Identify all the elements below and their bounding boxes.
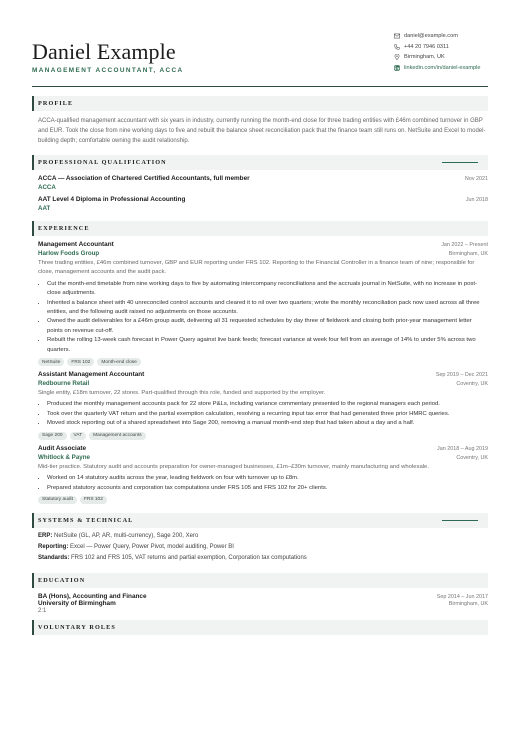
skill-tag: NetSuite — [38, 358, 64, 366]
contact-location — [394, 52, 494, 63]
section-header-voluntary — [32, 620, 488, 635]
job-achievements — [38, 474, 488, 493]
job-employer: Redbourne Retail — [38, 380, 90, 388]
profile-summary: ACCA-qualified management accountant with six years in industry, currently running the month-end close for three trading entities with £46m combined turnover in GBP and EUR. Took the close from nine working days to five and rebuilt the balance sheet reconciliation pack that the finance team still runs on. NetSuite and Excel to model-building depth; comfortable owning the audit relationship. — [38, 118, 486, 144]
contact-block — [394, 31, 494, 73]
section-title: SYSTEMS & TECHNICAL — [38, 516, 134, 524]
systems-value: NetSuite (GL, AP, AR, multi-currency), Sage 200, Xero — [54, 532, 199, 539]
contact-phone-text: +44 20 7946 0311 — [404, 43, 449, 50]
section-header-systems — [32, 513, 488, 528]
degree-grade: 2:1 — [38, 607, 47, 614]
education-entry — [32, 593, 488, 614]
achievement-item: • Inherited a balance sheet with 40 unreconciled control accounts and cleared it to nil over two quarters; wrote the monthly reconciliation pack now used across all three entities, and the following audit raised no adjustments on those accounts. — [47, 299, 488, 318]
achievement-item: • Cut the month-end timetable from nine working days to five by automating intercompany reconciliations and the accruals journal in NetSuite, with no increase in post-close adjustments. — [47, 280, 488, 299]
job-achievements — [38, 400, 488, 428]
job-entry — [32, 241, 488, 366]
skill-tags — [38, 496, 488, 504]
candidate-name: Daniel Example — [32, 39, 176, 64]
section-title: VOLUNTARY ROLES — [38, 623, 116, 631]
linkedin-icon — [394, 65, 400, 71]
section-rule — [442, 520, 478, 521]
section-header-experience — [32, 221, 488, 236]
achievement-item: • Moved stock reporting out of a shared spreadsheet into Sage 200, removing a manual month-end step that had taken about a day and a half. — [47, 419, 488, 428]
section-title: EDUCATION — [38, 576, 86, 584]
envelope-icon — [394, 33, 400, 39]
skill-tags — [38, 358, 488, 366]
qualification-body: AAT — [38, 205, 51, 212]
contact-linkedin[interactable] — [394, 63, 494, 74]
job-employer: Whitlock & Payne — [38, 453, 90, 461]
job-achievements — [38, 280, 488, 355]
job-location: Coventry, UK — [456, 381, 488, 388]
map-pin-icon — [394, 54, 400, 60]
skill-tag: Management accounts — [89, 432, 146, 440]
education-location: Birmingham, UK — [448, 600, 488, 607]
section-title: PROFESSIONAL QUALIFICATION — [38, 159, 167, 166]
skill-tag: Month-end close — [97, 358, 140, 366]
skill-tag: Statutory audit — [38, 496, 77, 504]
job-description: Three trading entities, £46m combined turnover, GBP and EUR reporting under FRS 102. Reporting to the Financial Controller in a finance team of nine; responsible for close, management accounts and the audit pack. — [38, 260, 475, 276]
achievement-item: • Produced the monthly management accounts pack for 22 store P&Ls, including variance commentary presented to the regional managers each period. — [47, 400, 488, 409]
qualification-title: AAT Level 4 Diploma in Professional Accounting — [38, 196, 186, 203]
job-entry — [32, 371, 488, 440]
candidate-role: MANAGEMENT ACCOUNTANT, ACCA — [32, 67, 184, 74]
qualification-date: Jun 2018 — [465, 197, 488, 203]
education-dates: Sep 2014 – Jun 2017 — [436, 593, 488, 600]
skill-tag: Sage 200 — [38, 432, 67, 440]
achievement-item: • Prepared statutory accounts and corporation tax computations under FRS 105 and FRS 102 for 20+ clients. — [47, 484, 488, 493]
job-employer: Harlow Foods Group — [38, 250, 100, 257]
skill-tags — [38, 432, 488, 440]
skill-tag: FRS 102 — [80, 496, 107, 504]
systems-row — [32, 531, 488, 542]
contact-location-text: Birmingham, UK — [404, 54, 445, 61]
section-rule — [442, 162, 478, 163]
job-description: Mid-tier practice. Statutory audit and accounts preparation for owner-managed businesses, £1m–£30m turnover, mainly manufacturing and wholesale. — [38, 463, 429, 470]
systems-label: Standards: — [38, 554, 70, 561]
systems-row — [32, 542, 488, 553]
contact-phone[interactable] — [394, 42, 494, 53]
section-header-qualification — [32, 155, 488, 170]
job-entry — [32, 445, 488, 504]
systems-value: FRS 102 and FRS 105, VAT returns and partial exemption, Corporation tax computations — [71, 554, 307, 561]
institution-name: University of Birmingham — [38, 599, 116, 607]
qualification-title: ACCA — Association of Chartered Certified Accountants, full member — [38, 175, 250, 182]
qualification-entry — [32, 196, 488, 212]
systems-label: ERP: — [38, 532, 53, 539]
qualification-date: Nov 2021 — [464, 176, 488, 182]
qualification-entry — [32, 175, 488, 191]
skill-tag: FRS 102 — [67, 358, 94, 366]
systems-row — [32, 553, 488, 564]
qualification-body: ACCA — [38, 184, 56, 191]
job-title: Audit Associate — [38, 444, 87, 452]
section-title: PROFILE — [38, 100, 74, 107]
systems-label: Reporting: — [38, 543, 69, 550]
job-location: Birmingham, UK — [448, 251, 488, 257]
section-title: EXPERIENCE — [38, 225, 90, 232]
contact-email[interactable] — [394, 31, 494, 42]
section-header-profile — [32, 96, 488, 111]
contact-email-text: daniel@example.com — [404, 33, 458, 40]
achievement-item: • Owned the audit deliverables for a £46m group audit, delivering all 31 requested schedules by day three of fieldwork and closing both prior-year management letter points on revenue cut-off. — [47, 317, 488, 336]
job-dates: Jan 2022 – Present — [441, 242, 488, 248]
achievement-item: • Took over the quarterly VAT return and the partial exemption calculation, resolving a recurring input tax error that had generated three prior HMRC queries. — [47, 410, 488, 419]
section-header-education — [32, 573, 488, 588]
achievement-item: • Worked on 14 statutory audits across the year, leading fieldwork on four with turnover up to £8m. — [47, 474, 488, 483]
degree-title: BA (Hons), Accounting and Finance — [38, 592, 147, 600]
phone-icon — [394, 44, 400, 50]
achievement-item: • Rebuilt the rolling 13-week cash forecast in Power Query against live bank feeds; forecast variance at week four fell from an average of 14% to under 5% across two quarters. — [47, 336, 488, 355]
systems-value: Excel — Power Query, Power Pivot, model auditing, Power BI — [70, 543, 234, 550]
contact-linkedin-text: linkedin.com/in/daniel-example — [404, 64, 481, 71]
job-dates: Jan 2018 – Aug 2019 — [437, 445, 488, 452]
resume-header — [32, 0, 488, 87]
job-title: Management Accountant — [38, 241, 114, 248]
job-title: Assistant Management Accountant — [38, 371, 145, 379]
job-dates: Sep 2019 – Dec 2021 — [435, 372, 488, 379]
job-description: Single entity, £18m turnover, 22 stores. Part-qualified through this role, funded and supported by the employer. — [38, 390, 326, 397]
systems-list — [32, 531, 488, 564]
skill-tag: VAT — [70, 432, 87, 440]
job-location: Coventry, UK — [456, 454, 488, 461]
